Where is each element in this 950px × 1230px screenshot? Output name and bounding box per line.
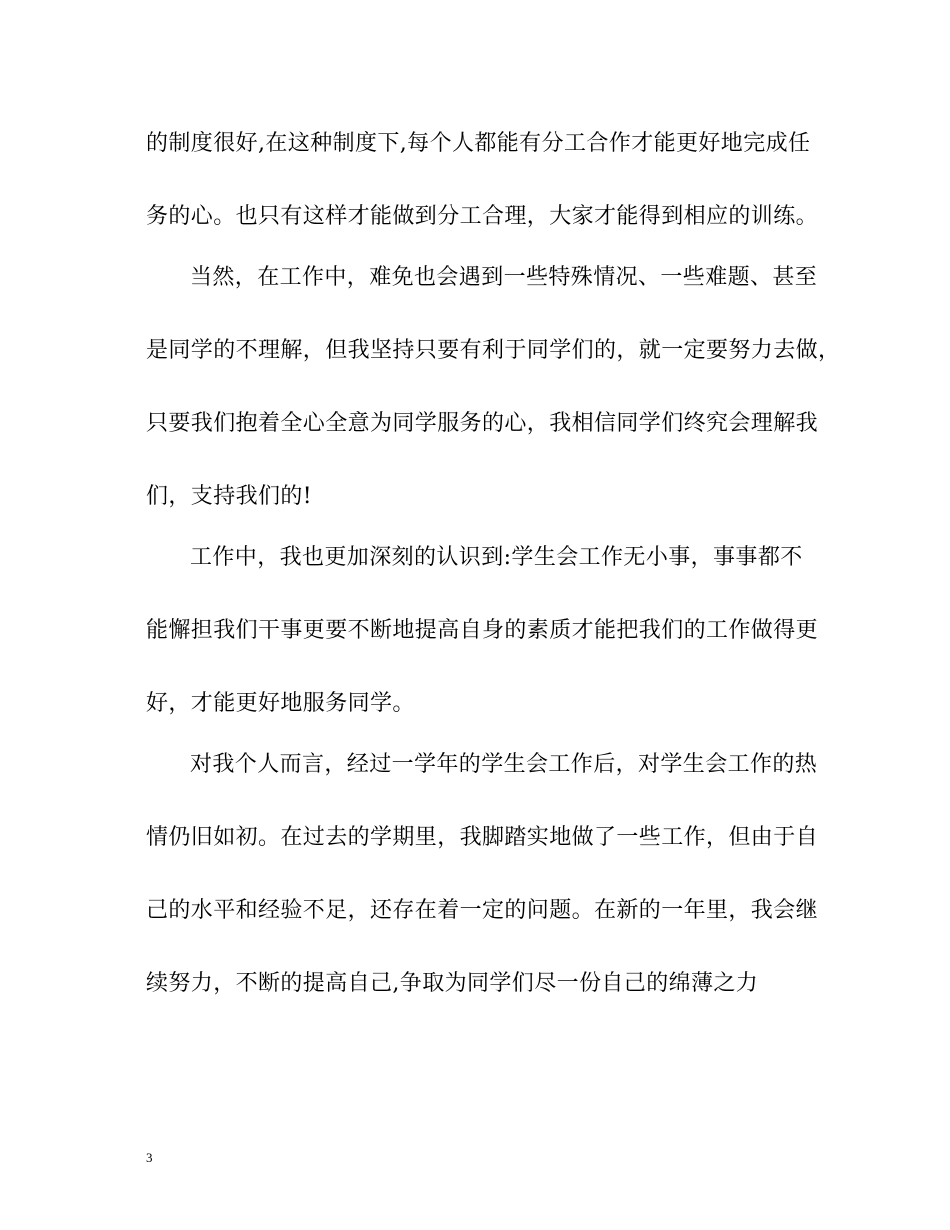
- text-line: 能懈担我们干事更要不断地提高自身的素质才能把我们的工作做得更: [146, 618, 819, 643]
- paragraph-start-line: 当然，在工作中，难免也会遇到一些特殊情况、一些难题、甚至: [190, 265, 818, 290]
- text-line: 是同学的不理解，但我坚持只要有利于同学们的，就一定要努力去做，: [146, 338, 841, 363]
- page-number: 3: [146, 1150, 153, 1165]
- text-line: 情仍旧如初。在过去的学期里，我脚踏实地做了一些工作，但由于自: [146, 825, 819, 850]
- text-line: 续努力，不断的提高自己,争取为同学们尽一份自己的绵薄之力: [146, 971, 759, 996]
- text-line: 好，才能更好地服务同学。: [146, 691, 415, 716]
- paragraph-start-line: 对我个人而言，经过一学年的学生会工作后，对学生会工作的热: [190, 752, 818, 777]
- text-line: 的制度很好,在这种制度下,每个人都能有分工合作才能更好地完成任: [146, 131, 811, 156]
- text-line: 们，支持我们的!: [146, 484, 313, 509]
- text-line: 己的水平和经验不足，还存在着一定的问题。在新的一年里，我会继: [146, 898, 819, 923]
- paragraph-start-line: 工作中，我也更加深刻的认识到:学生会工作无小事，事事都不: [190, 545, 803, 570]
- text-line: 务的心。也只有这样才能做到分工合理，大家才能得到相应的训练。: [146, 204, 819, 229]
- text-line: 只要我们抱着全心全意为同学服务的心，我相信同学们终究会理解我: [146, 411, 819, 436]
